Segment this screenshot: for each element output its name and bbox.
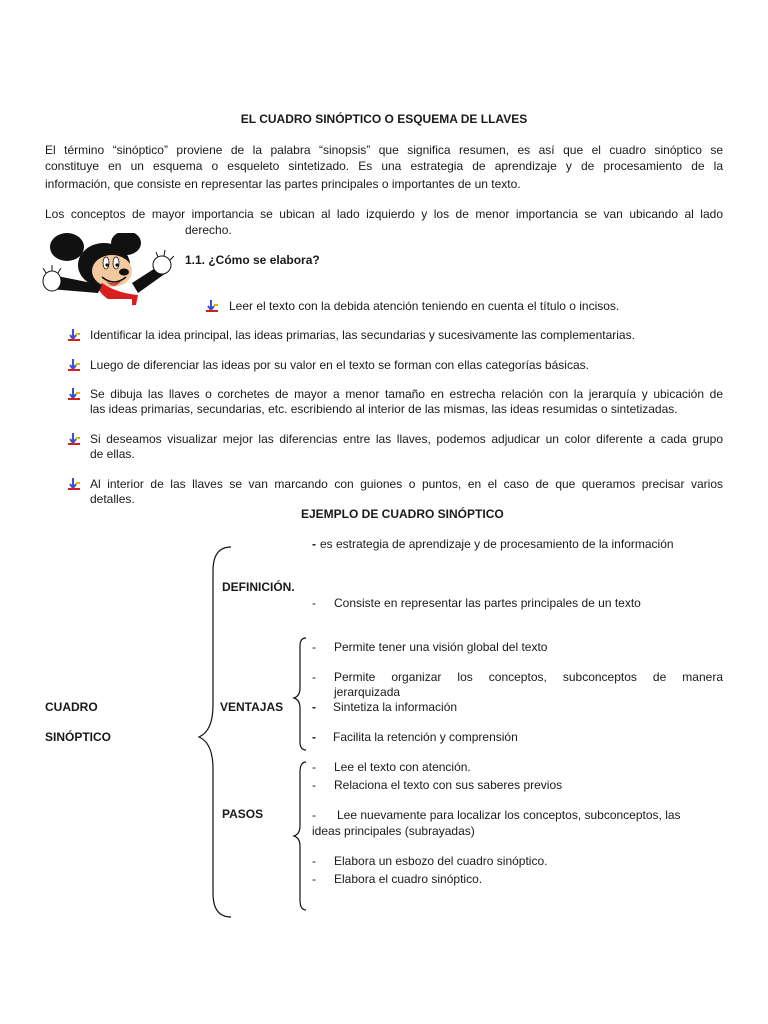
step-5-line-2: de ellas. xyxy=(90,447,135,461)
definicion-label: DEFINICIÓN. xyxy=(222,580,295,594)
intro-line-1: El término “sinóptico” proviene de la palabra “sinopsis” que significa resumen, es así que el cuadro sinóptico se xyxy=(45,143,723,157)
arrow-bullet-icon xyxy=(67,477,81,491)
pasos-item-4: Elabora un esbozo del cuadro sinóptico. xyxy=(334,854,548,868)
main-brace xyxy=(195,545,235,920)
definicion-item-1: es estrategia de aprendizaje y de procesamiento de la información xyxy=(320,537,674,551)
ventajas-brace xyxy=(292,636,312,754)
pasos-item-2: Relaciona el texto con sus saberes previos xyxy=(334,778,563,792)
pasos-brace xyxy=(292,760,312,915)
arrow-bullet-icon xyxy=(67,387,81,401)
pasos-item-3-line-2: ideas principales (subrayadas) xyxy=(312,824,475,838)
intro-line-2: constituye en un esquema o esqueleto sintetizado. Es una estrategia de aprendizaje y de procesamiento de la xyxy=(45,159,723,173)
document-title: EL CUADRO SINÓPTICO O ESQUEMA DE LLAVES xyxy=(240,112,528,126)
step-6-line-2: detalles. xyxy=(90,492,135,506)
ventajas-item-4: Facilita la retención y comprensión xyxy=(333,730,518,744)
dash: - xyxy=(312,670,316,684)
mickey-mouse-illustration xyxy=(42,233,174,307)
dash: - xyxy=(312,640,316,654)
ventajas-item-3: Sintetiza la información xyxy=(333,700,458,714)
intro-line-3: información, que consiste en representar las partes principales o importantes de un texto. xyxy=(45,177,521,191)
dash: - xyxy=(312,700,316,714)
step-2: Identificar la idea principal, las ideas primarias, las secundarias y sucesivamente las complementarias. xyxy=(90,328,635,342)
dash: - xyxy=(312,596,316,610)
ventajas-item-2-line-2: jerarquizada xyxy=(334,685,401,699)
concepts-line-2: derecho. xyxy=(185,223,232,237)
dash: - xyxy=(312,760,316,774)
arrow-bullet-icon xyxy=(205,299,219,313)
arrow-bullet-icon xyxy=(67,358,81,372)
step-5-line-1: Si deseamos visualizar mejor las diferencias entre las llaves, podemos adjudicar un color diferente a cada grupo xyxy=(90,432,723,446)
step-6-line-1: Al interior de las llaves se van marcando con guiones o puntos, en el caso de que queramos precisar varios xyxy=(90,477,723,491)
step-4-line-2: las ideas primarias, secundarias, etc. escribiendo al interior de las mismas, las ideas resumidas o sintetizadas. xyxy=(90,402,678,416)
definicion-item-2: Consiste en representar las partes principales de un texto xyxy=(334,596,641,610)
concepts-line-1: Los conceptos de mayor importancia se ubican al lado izquierdo y los de menor importancia se van ubicando al lado xyxy=(45,207,723,221)
dash: - xyxy=(312,778,316,792)
dash: - xyxy=(312,730,316,744)
section-heading: 1.1. ¿Cómo se elabora? xyxy=(185,253,320,267)
diagram-root-line-2: SINÓPTICO xyxy=(45,730,112,744)
dash: - xyxy=(312,854,316,868)
diagram-root-line-1: CUADRO xyxy=(45,700,98,714)
arrow-bullet-icon xyxy=(67,328,81,342)
dash: - xyxy=(312,808,316,822)
pasos-item-5: Elabora el cuadro sinóptico. xyxy=(334,872,483,886)
step-3: Luego de diferenciar las ideas por su valor en el texto se forman con ellas categorías básicas. xyxy=(90,358,589,372)
ventajas-label: VENTAJAS xyxy=(220,700,284,714)
step-1: Leer el texto con la debida atención teniendo en cuenta el título o incisos. xyxy=(229,299,620,313)
ventajas-item-2-line-1: Permite organizar los conceptos, subconceptos de manera xyxy=(334,670,723,684)
pasos-label: PASOS xyxy=(222,807,264,821)
step-4-line-1: Se dibuja las llaves o corchetes de mayor a menor tamaño en estrecha relación con la jerarquía y ubicación de xyxy=(90,387,723,401)
ventajas-item-1: Permite tener una visión global del texto xyxy=(334,640,548,654)
dash: - xyxy=(312,537,316,551)
pasos-item-3-line-1: Lee nuevamente para localizar los conceptos, subconceptos, las xyxy=(337,808,681,822)
arrow-bullet-icon xyxy=(67,432,81,446)
pasos-item-1: Lee el texto con atención. xyxy=(334,760,471,774)
example-title: EJEMPLO DE CUADRO SINÓPTICO xyxy=(301,507,504,521)
dash: - xyxy=(312,872,316,886)
